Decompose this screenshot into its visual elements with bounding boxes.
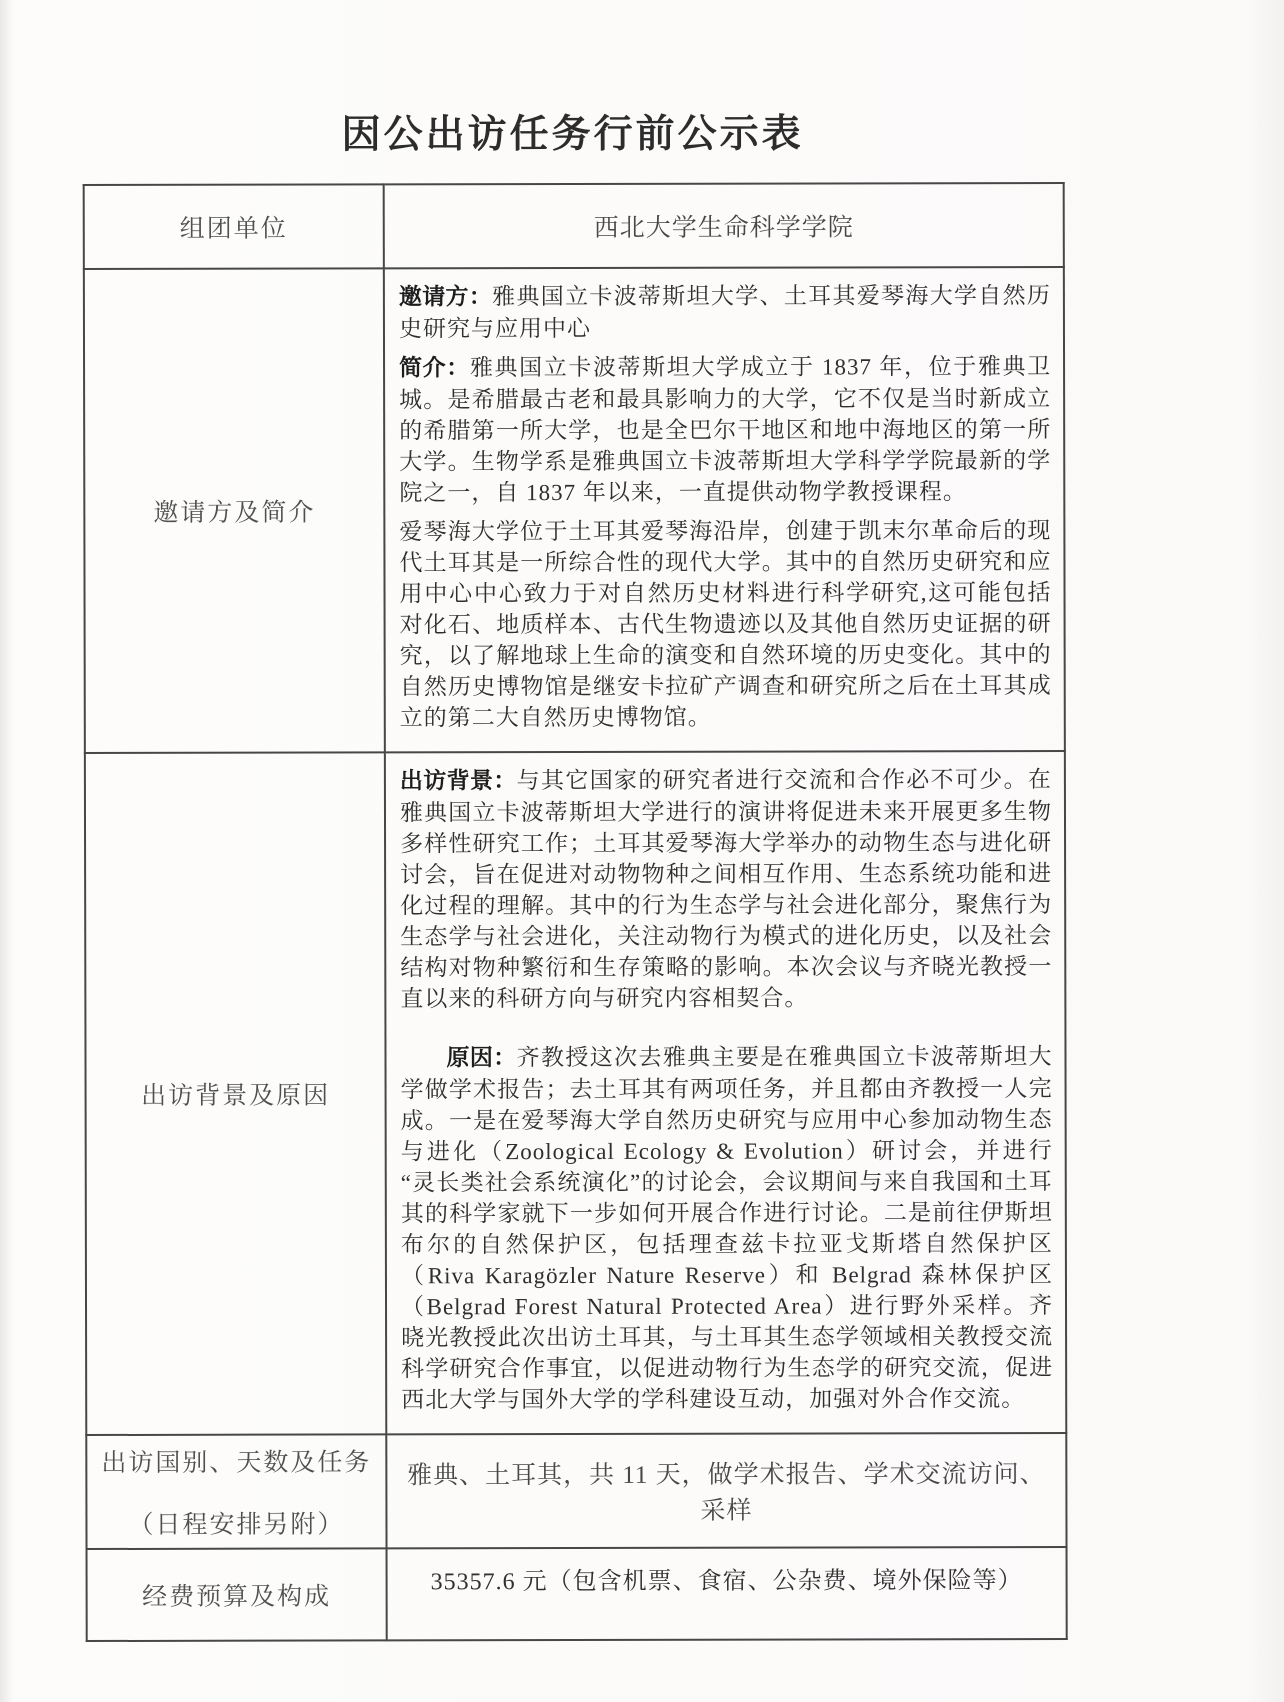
paragraph-text: 雅典国立卡波蒂斯坦大学成立于 1837 年，位于雅典卫城。是希腊最古老和最具影响力的大学，它不仅是当时新成立的希腊第一所大学，也是全巴尔干地区和地中海地区的第一所大学。生物学系是雅典国立卡波蒂斯坦大学科学学院最新的学院之一，自 1837 年以来，一直提供动物学教授课程。	[399, 353, 1052, 506]
cell-countries-days-tasks-value: 雅典、土耳其，共 11 天，做学术报告、学术交流访问、采样	[386, 1433, 1066, 1548]
table-row-countries-days-tasks	[86, 1433, 1066, 1549]
paragraph-text: 齐教授这次去雅典主要是在雅典国立卡波蒂斯坦大学做学术报告；去土耳其有两项任务，并且都由齐教授一人完成。一是在爱琴海大学自然历史研究与应用中心参加动物生态与进化（Zoological Ecology & Evolution）研讨会，并进行“灵长类社会系统演化”的讨论会，会议期间与来自我国和土耳其的科学家就下一步如何开展合作进行讨论。二是前往伊斯坦布尔的自然保护区，包括理查兹卡拉亚戈斯塔自然保护区（Riva Karagözler Nature Reserve）和 Belgrad 森林保护区（Belgrad Forest Natural Protected Area）进行野外采样。齐晓光教授此次出访土耳其，与土耳其生态学领域相关教授交流科学研究合作事宜，以促进动物行为生态学的研究交流，促进西北大学与国外大学的学科建设互动，加强对外合作交流。	[400, 1043, 1054, 1413]
cell-group-unit-value: 西北大学生命科学学院	[384, 183, 1064, 268]
paragraph-label: 原因：	[446, 1045, 517, 1072]
cell-inviting-party-value	[384, 267, 1065, 752]
table-row-inviting-party	[84, 267, 1065, 753]
header-line-countries: 出访国别、天数及任务	[101, 1449, 372, 1477]
paragraph-intro-aegean	[399, 515, 1051, 733]
cell-budget-value: 35357.6 元（包含机票、食宿、公杂费、境外保险等）	[387, 1547, 1067, 1640]
pre-departure-notice-table	[83, 182, 1068, 1642]
cell-background-reason-value	[385, 751, 1066, 1434]
document-content	[82, 0, 1065, 1642]
table-row-group-unit	[84, 183, 1064, 269]
paragraph-label: 出访背景：	[399, 768, 517, 795]
paragraph-text: 与其它国家的研究者进行交流和合作必不可少。在雅典国立卡波蒂斯坦大学进行的演讲将促进未来开展更多生物多样性研究工作；土耳其爱琴海大学举办的动物生态与进化研讨会，旨在促进对动物物种之间相互作用、生态系统功能和进化过程的理解。其中的行为生态学与社会进化部分，聚焦行为生态学与社会进化，关注动物行为模式的进化历史，以及社会结构对物种繁衍和生存策略的影响。本次会议与齐晓光教授一直以来的科研方向与研究内容相契合。	[399, 766, 1053, 1012]
paragraph-background	[400, 764, 1053, 1014]
row-header-countries-days-tasks	[86, 1434, 386, 1549]
row-header-inviting-party: 邀请方及简介	[84, 268, 385, 753]
page-title: 因公出访任务行前公示表	[341, 112, 804, 157]
paragraph-reason	[400, 1041, 1053, 1415]
row-header-budget: 经费预算及构成	[87, 1548, 387, 1641]
table-row-background-reason	[85, 751, 1066, 1435]
paragraph-inviter	[399, 280, 1051, 344]
paragraph-text: 雅典国立卡波蒂斯坦大学、土耳其爱琴海大学自然历史研究与应用中心	[398, 283, 1051, 342]
paragraph-label: 简介：	[399, 355, 470, 382]
table-row-budget	[87, 1547, 1067, 1641]
paragraph-label: 邀请方：	[398, 284, 493, 311]
header-line-itinerary-note: （日程安排另附）	[128, 1511, 345, 1539]
row-header-group-unit: 组团单位	[84, 184, 384, 269]
paragraph-text: 爱琴海大学位于土耳其爱琴海沿岸，创建于凯末尔革命后的现代土耳其是一所综合性的现代大学。其中的自然历史研究和应用中心中心致力于对自然历史材料进行科学研究,这可能包括对化石、地质样本、古代生物遗迹以及其他自然历史证据的研究，以了解地球上生命的演变和自然环境的历史变化。其中的自然历史博物馆是继安卡拉矿产调查和研究所之后在土耳其成立的第二大自然历史博物馆。	[399, 517, 1052, 731]
row-header-background-reason: 出访背景及原因	[85, 752, 386, 1435]
paragraph-intro-athens	[399, 351, 1051, 508]
